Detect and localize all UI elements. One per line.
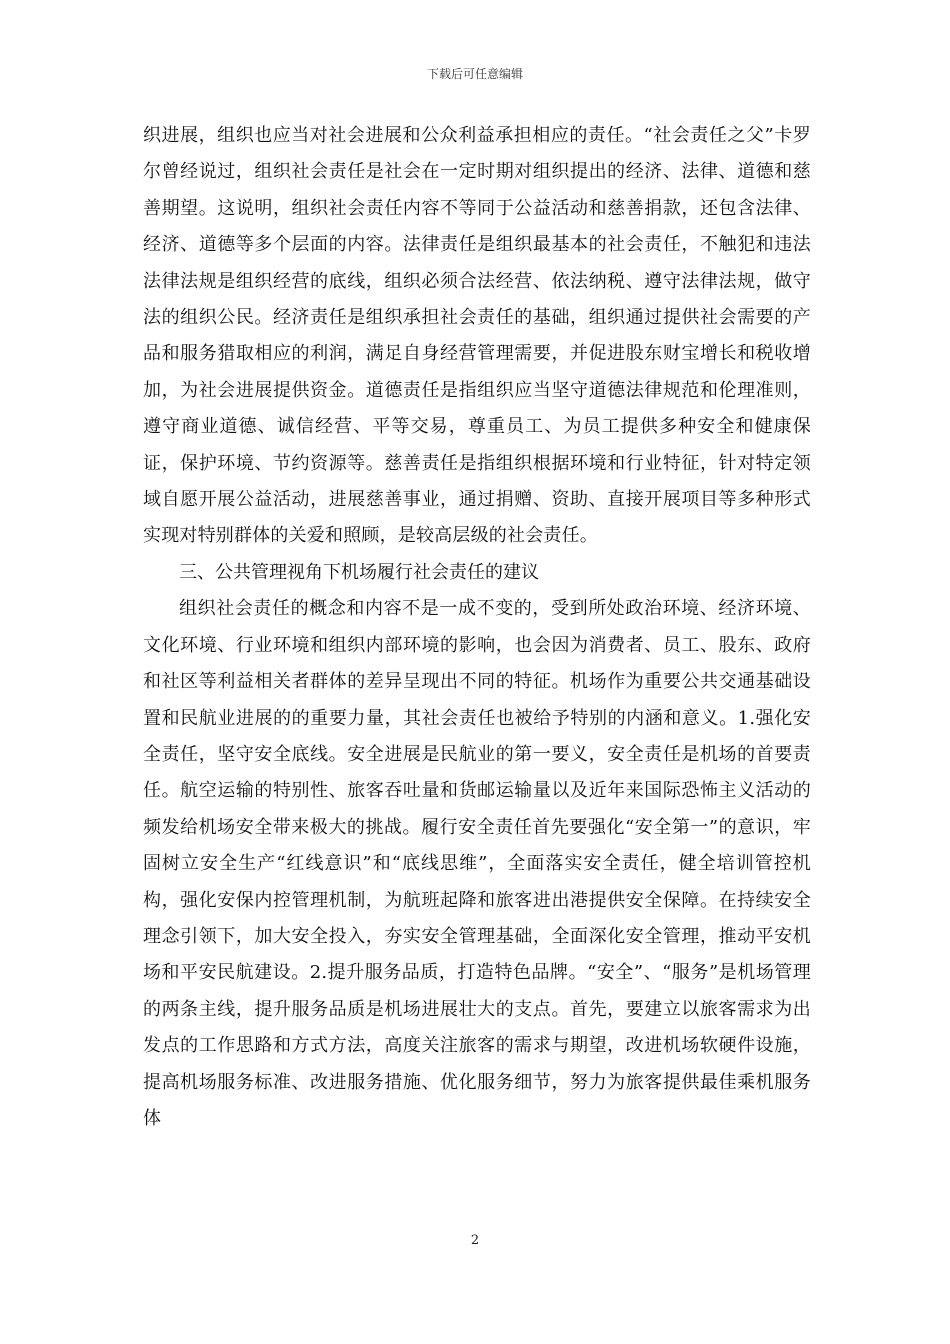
document-body [143, 118, 811, 1137]
page-header: 下载后可任意编辑 [426, 67, 523, 81]
body-paragraph-2: 组织社会责任的概念和内容不是一成不变的，受到所处政治环境、经济环境、文化环境、行业环境和组织内部环境的影响，也会因为消费者、员工、股东、政府和社区等利益相关者群体的差异呈现出不同的特征。机场作为重要公共交通基础设置和民航业进展的的重要力量，其社会责任也被给予特别的内涵和意义。1.强化安全责任，坚守安全底线。安全进展是民航业的第一要义，安全责任是机场的首要责任。航空运输的特别性、旅客吞吐量和货邮运输量以及近年来国际恐怖主义活动的频发给机场安全带来极大的挑战。履行安全责任首先要强化“安全第一”的意识，牢固树立安全生产“红线意识”和“底线思维”，全面落实安全责任，健全培训管控机构，强化安保内控管理机制，为航班起降和旅客进出港提供安全保障。在持续安全理念引领下，加大安全投入，夯实安全管理基础，全面深化安全管理，推动平安机场和平安民航建设。2.提升服务品质，打造特色品牌。“安全”、“服务”是机场管理的两条主线，提升服务品质是机场进展壮大的支点。首先，要建立以旅客需求为出发点的工作思路和方式方法，高度关注旅客的需求与期望，改进机场软硬件设施，提高机场服务标准、改进服务措施、优化服务细节，努力为旅客提供最佳乘机服务体 [143, 598, 811, 1129]
page-number: 2 [470, 1233, 480, 1248]
section-heading: 三、公共管理视角下机场履行社会责任的建议 [179, 561, 539, 583]
body-paragraph-1: 织进展，组织也应当对社会进展和公众利益承担相应的责任。“社会责任之父”卡罗尔曾经说过，组织社会责任是社会在一定时期对组织提出的经济、法律、道德和慈善期望。这说明，组织社会责任内容不等同于公益活动和慈善捐款，还包含法律、经济、道德等多个层面的内容。法律责任是组织最基本的社会责任，不触犯和违法法律法规是组织经营的底线，组织必须合法经营、依法纳税、遵守法律法规，做守法的组织公民。经济责任是组织承担社会责任的基础，组织通过提供社会需要的产品和服务猎取相应的利润，满足自身经营管理需要，并促进股东财宝增长和税收增加，为社会进展提供资金。道德责任是指组织应当坚守道德法律规范和伦理准则，遵守商业道德、诚信经营、平等交易，尊重员工、为员工提供多种安全和健康保证，保护环境、节约资源等。慈善责任是指组织根据环境和行业特征，针对特定领域自愿开展公益活动，进展慈善事业，通过捐赠、资助、直接开展项目等多种形式实现对特别群体的关爱和照顾，是较高层级的社会责任。 [143, 125, 811, 547]
